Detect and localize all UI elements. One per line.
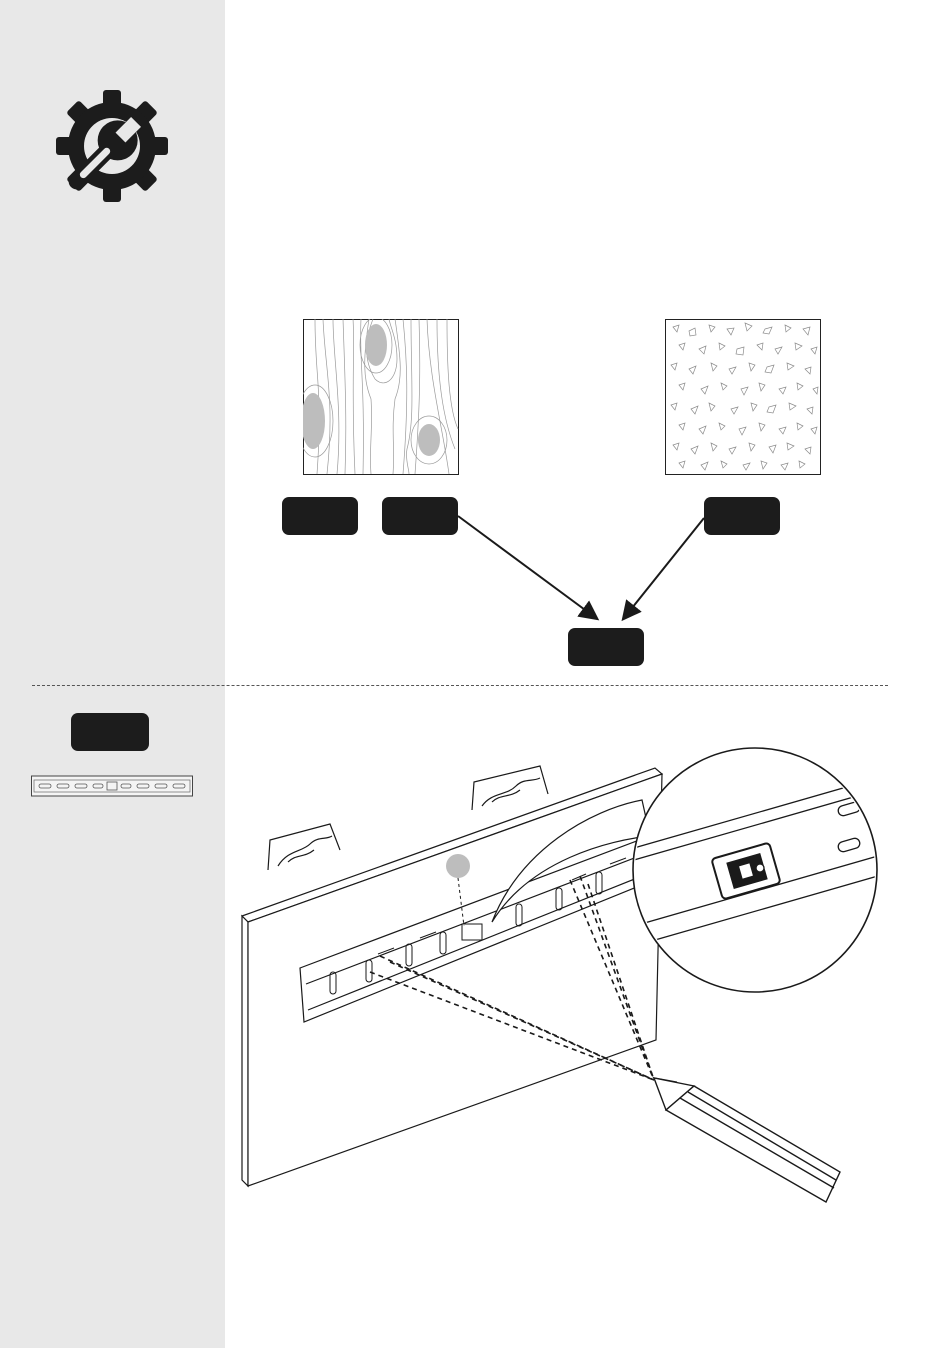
rail-marking-illustration	[230, 740, 930, 1220]
arrow-wood-to-result	[458, 516, 596, 618]
pencil-icon	[654, 1078, 840, 1202]
left-stud	[268, 824, 340, 870]
part-label	[71, 713, 149, 751]
arrow-concrete-to-result	[624, 518, 704, 618]
wall-rail-icon	[31, 775, 193, 797]
marker-dot	[446, 854, 470, 878]
section-divider	[32, 685, 888, 686]
